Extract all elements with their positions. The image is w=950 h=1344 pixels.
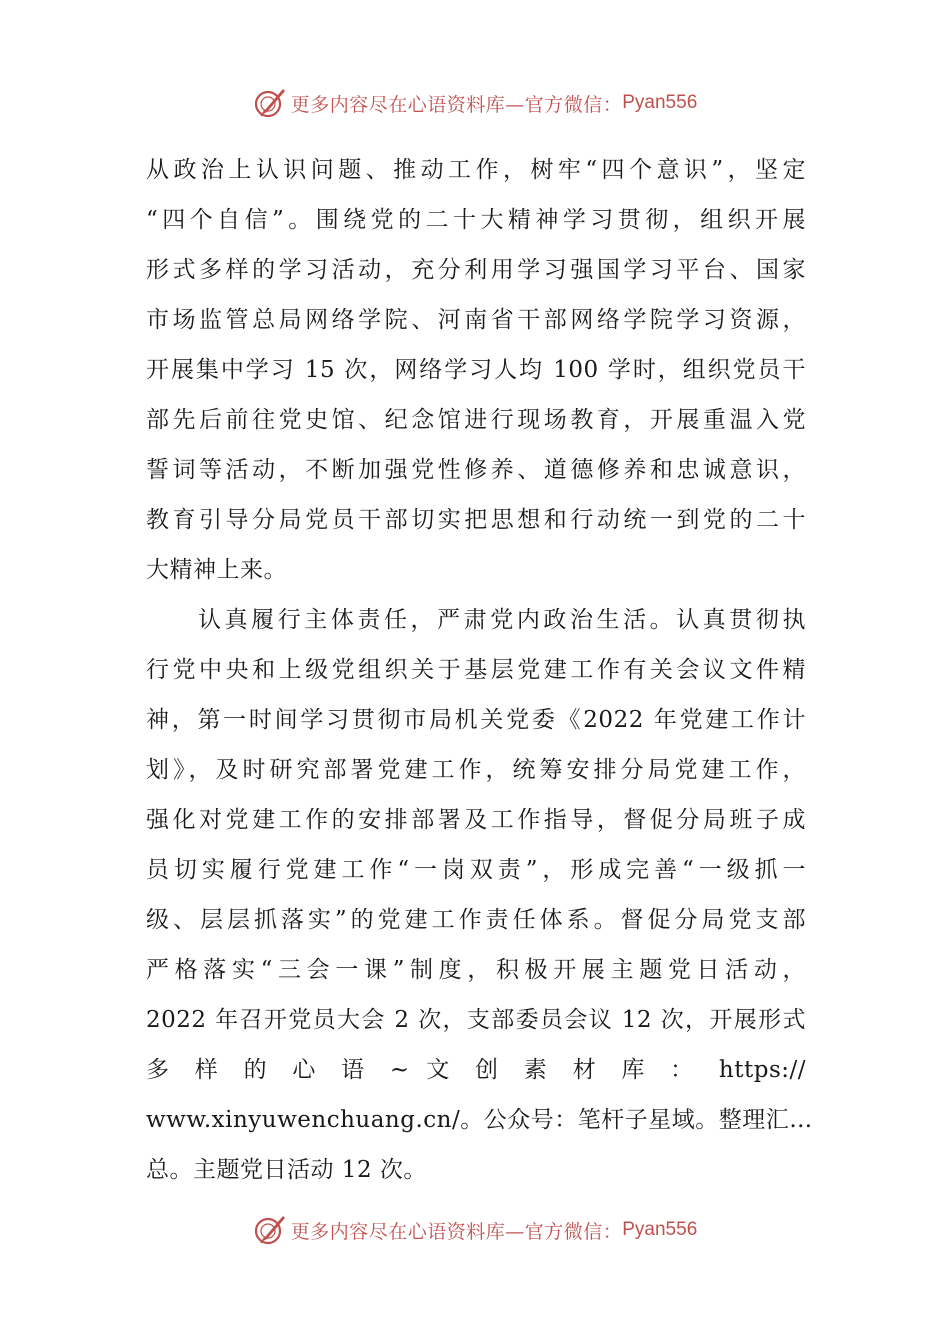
- text-line: 誓词等活动，不断加强党性修养、道德修养和忠诚意识，: [146, 457, 806, 483]
- banner-wechat-id: Pyan556: [622, 1219, 698, 1240]
- banner-wechat-id: Pyan556: [622, 92, 698, 113]
- text-line: 认真履行主体责任，严肃党内政治生活。认真贯彻执: [198, 607, 806, 633]
- text-line-with-link: 多 样 的 心 语 ~ 文 创 素 材 库 ： https://: [146, 1057, 806, 1083]
- quill-logo-icon: [253, 1213, 287, 1247]
- text-line: 部先后前往党史馆、纪念馆进行现场教育，开展重温入党: [146, 407, 806, 433]
- paragraph-1: [146, 145, 806, 595]
- quill-logo-icon: [253, 86, 287, 120]
- text-line: 2022 年召开党员大会 2 次，支部委员会议 12 次，开展形式: [146, 1007, 806, 1033]
- banner-text: 更多内容尽在心语资料库—官方微信：: [290, 1220, 623, 1243]
- text-line: 教育引导分局党员干部切实把思想和行动统一到党的二十: [146, 507, 806, 533]
- text-line: 行党中央和上级党组织关于基层党建工作有关会议文件精: [146, 657, 806, 683]
- text-line: 总。主题党日活动 12 次。: [146, 1157, 427, 1183]
- text-line: 从政治上认识问题、推动工作，树牢“四个意识”，坚定: [146, 157, 806, 183]
- text-line: 神，第一时间学习贯彻市局机关党委《2022 年党建工作计: [146, 707, 806, 733]
- header-watermark-banner: [0, 83, 950, 123]
- text-line: 严格落实“三会一课”制度，积极开展主题党日活动，: [146, 957, 806, 983]
- text-line: 员切实履行党建工作“一岗双责”，形成完善“一级抓一: [146, 857, 806, 883]
- text-line-with-link: www.xinyuwenchuang.cn/。公众号：笔杆子星域。整理汇…: [146, 1107, 813, 1133]
- text-line: 形式多样的学习活动，充分利用学习强国学习平台、国家: [146, 257, 806, 283]
- document-body: [146, 145, 813, 1195]
- text-line: 开展集中学习 15 次，网络学习人均 100 学时，组织党员干: [146, 357, 806, 383]
- text-line: 市场监管总局网络学院、河南省干部网络学院学习资源，: [146, 307, 806, 333]
- banner-text: 更多内容尽在心语资料库—官方微信：: [290, 93, 623, 116]
- text-line: “四个自信”。围绕党的二十大精神学习贯彻，组织开展: [146, 207, 806, 233]
- text-line: 划》，及时研究部署党建工作，统筹安排分局党建工作，: [146, 757, 806, 783]
- text-line: 强化对党建工作的安排部署及工作指导，督促分局班子成: [146, 807, 806, 833]
- footer-watermark-banner: [0, 1210, 950, 1250]
- paragraph-2: [146, 595, 813, 1195]
- text-line: 级、层层抓落实”的党建工作责任体系。督促分局党支部: [146, 907, 806, 933]
- text-line: 大精神上来。: [146, 557, 287, 583]
